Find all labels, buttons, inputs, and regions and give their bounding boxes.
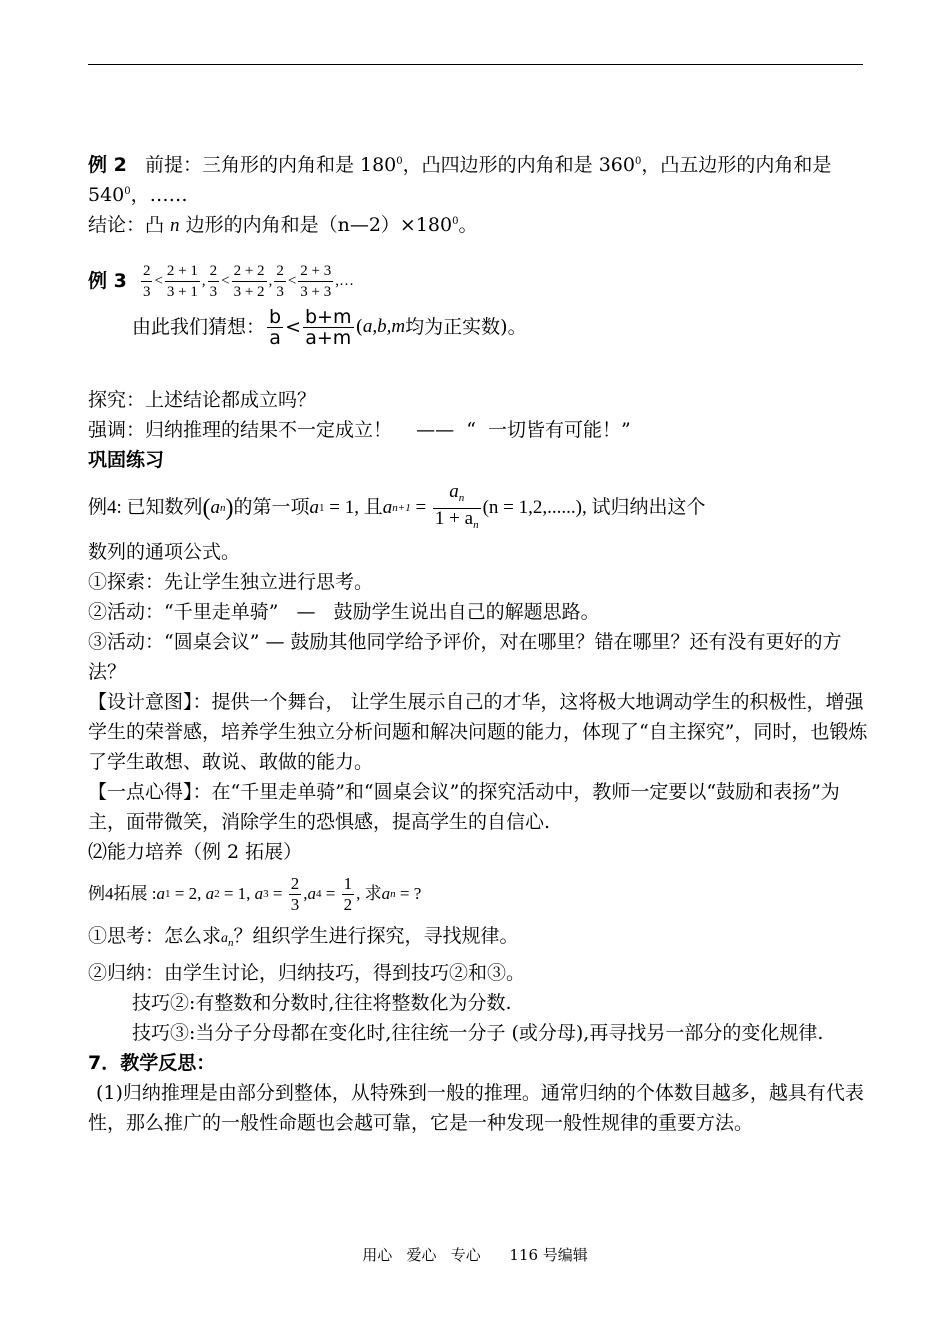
section-consolidate: 巩固练习 [88,449,165,471]
fraction: $\frac{2 + 2}{3 + 2}$ [233,262,265,300]
less-than: < [221,273,230,289]
guess-text: 由此我们猜想： [132,316,266,338]
page-footer: 用心 爱心 专心 116 号编辑 [362,1246,588,1264]
reflection-text: (1)归纳推理是由部分到整体，从特殊到一般的推理。通常归纳的个体数目越多，越具有代表性，那么推广的一般性命题也会越可靠，它是一种发现一般性规律的重要方法。 [88,1082,864,1134]
premise-text-3: ，凸五边形的内角和 [641,154,813,176]
example-2-premise [88,150,868,210]
emphasis-text: 强调：归纳推理的结果不一定成立！ —— “ 一切皆有可能！” [88,419,631,441]
fraction: $\frac{2}{3}$ [142,262,151,300]
induce-step: ②归纳：由学生讨论，归纳技巧，得到技巧②和③。 [88,962,526,984]
insight: 【一点心得】：在“千里走单骑”和“圆桌会议”的探究活动中，教师一定要以“鼓励和表扬”为主，面带微笑，消除学生的恐惧感，提高学生的自信心. [88,781,840,833]
ex4-text-3: (n = 1,2,......), 试归纳出这个 [482,497,706,518]
conclusion-text-2: 边形的内角和是（n—2）×180 [179,214,453,236]
example-4-line2: 数列的通项公式。 [88,541,241,563]
fraction: $\frac{2 + 3}{3 + 3}$ [300,262,332,300]
fraction: $\frac{2 + 1}{3 + 1}$ [166,262,198,300]
fraction: $\frac{1}{2}$ [343,873,353,914]
think-step: ①思考：怎么求$a_n$？组织学生进行探究，寻找规律。 [88,925,519,949]
fraction-bm-over-am: $\frac{b+m}{a+m}$ [305,305,352,349]
fraction-b-over-a: $\frac{b}{a}$ [269,305,282,349]
ex4-text-2: 的第一项 [233,497,310,518]
design-intent: 【设计意图】：提供一个舞台， 让学生展示自己的才华，这将极大地调动学生的积极性，增强学生的荣誉感，培养学生独立分析问题和解决问题的能力，体现了“自主探究”，同时，也锻炼了学生敢想、敢说、敢做的能力。 [88,691,868,773]
ex4-text-1: 例4: 已知数列 [88,497,203,518]
premise-text-5: ，…… [130,184,188,206]
premise-text-2: ，凸四边形的内角和是 360 [402,154,635,176]
reflection-heading: 7．教学反思： [88,1052,216,1074]
example-2-label: 例 2 [88,154,127,176]
example-3-inequalities: 例 3 $\frac{2}{3}$ < $\frac{2 + 1}{3 + 1}$ , $\frac{2}{3}$ < $\frac{2 + 2}{3 + 2}$ , $\frac{2}{3}$ < $\frac{2 + 3}{3 + 3}$ ,… [88,262,354,300]
degree-mark: 0 [396,156,403,167]
example-2-conclusion: 结论：凸 n 边形的内角和是$(n—2)\times 180^0$。 [88,214,478,236]
ext-text: 例4拓展 : [88,884,157,903]
tip-3: 技巧③:当分子分母都在变化时,往往统一分子 (或分母),再寻找另一部分的变化规律. [132,1022,824,1044]
example-4-extension: 例4拓展 : a 1 = 2, a 2 = 1, a 3 = $\frac{2}{3}$ , a 4 = $\frac{1}{2}$ , 求 a n = ? [88,873,422,914]
step-activity-2: ③活动：“圆桌会议” — 鼓励其他同学给予评价，对在哪里？错在哪里？还有没有更好的方法？ [88,631,842,683]
less-than: < [287,273,297,289]
var-n: n [170,215,180,236]
conclusion-text-1: 结论：凸 [88,214,171,236]
step-activity-1: ②活动：“千里走单骑” — 鼓励学生说出自己的解题思路。 [88,601,600,623]
premise-text-1: 前提：三角形的内角和是 180 [144,154,397,176]
premise-text-4: 是 540 [88,154,832,206]
less-than: < [154,273,163,289]
degree-mark: 0 [634,156,642,167]
fraction: $\frac{2}{3}$ [209,262,218,300]
guess-tail: 均为正实数)。 [405,316,527,338]
recurrence-fraction: $\frac{a_n}{1 + a_n}$ [434,480,479,531]
step-explore: ①探索：先让学生独立进行思考。 [88,571,374,593]
tip-2: 技巧②:有整数和分数时,往往将整数化为分数. [132,992,512,1014]
ability-heading: ⑵能力培养（例 2 拓展） [88,841,303,863]
example-3-guess: 由此我们猜想： $\frac{b}{a}$ < $\frac{b+m}{a+m}$ ( a,b,m 均为正实数)。 [132,305,527,349]
fraction: $\frac{2}{3}$ [290,873,300,914]
document-body [88,150,868,1138]
degree-mark: 0 [124,186,131,197]
less-than: < [285,316,301,338]
example-3-label: 例 3 [88,270,127,292]
explore-text: 探究：上述结论都成立吗？ [88,389,317,411]
degree-mark: 0 [452,216,459,227]
example-4-statement: 例4: 已知数列 ( a n ) 的第一项 a 1 = 1, 且 a n+1 = $\frac{a_n}{1 + a_n}$ (n = 1,2,......), 试归纳出这个 [88,479,868,537]
vars-abm: a,b,m [362,316,406,337]
fraction: $\frac{2}{3}$ [276,262,284,300]
header-rule [88,64,863,65]
